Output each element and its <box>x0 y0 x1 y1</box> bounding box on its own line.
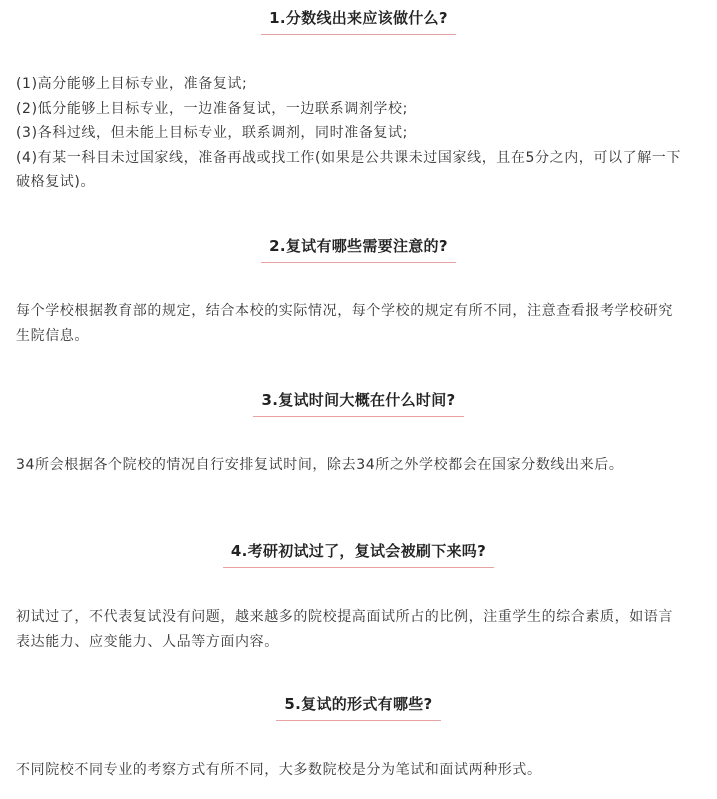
section-2 <box>0 236 717 263</box>
paragraph: 不同院校不同专业的考察方式有所不同，大多数院校是分为笔试和面试两种形式。 <box>16 762 542 778</box>
section-5 <box>0 694 717 721</box>
section-heading: 3.复试时间大概在什么时间? <box>253 390 463 417</box>
paragraph: (3)各科过线，但未能上目标专业，联系调剂，同时准备复试; <box>16 125 408 141</box>
section-1-body <box>16 72 686 195</box>
section-4-body <box>16 605 686 654</box>
paragraph: 34所会根据各个院校的情况自行安排复试时间，除去34所之外学校都会在国家分数线出来后。 <box>16 457 624 473</box>
section-2-body <box>16 299 686 348</box>
paragraph: (4)有某一科目未过国家线，准备再战或找工作(如果是公共课未过国家线，且在5分之内，可以了解一下破格复试)。 <box>16 149 681 190</box>
section-heading: 4.考研初试过了，复试会被刷下来吗? <box>223 541 494 568</box>
paragraph: 每个学校根据教育部的规定，结合本校的实际情况，每个学校的规定有所不同，注意查看报考学校研究生院信息。 <box>16 303 673 344</box>
paragraph: (2)低分能够上目标专业，一边准备复试，一边联系调剂学校; <box>16 100 408 117</box>
paragraph: (1)高分能够上目标专业，准备复试; <box>16 76 248 92</box>
section-3 <box>0 390 717 417</box>
paragraph: 初试过了，不代表复试没有问题，越来越多的院校提高面试所占的比例，注重学生的综合素质，如语言表达能力、应变能力、人品等方面内容。 <box>16 609 673 650</box>
section-heading: 1.分数线出来应该做什么? <box>261 8 456 35</box>
section-3-body <box>16 453 686 478</box>
section-1 <box>0 8 717 35</box>
section-heading: 5.复试的形式有哪些? <box>276 694 440 721</box>
section-heading: 2.复试有哪些需要注意的? <box>261 236 456 263</box>
section-5-body <box>16 758 686 783</box>
section-4 <box>0 541 717 568</box>
